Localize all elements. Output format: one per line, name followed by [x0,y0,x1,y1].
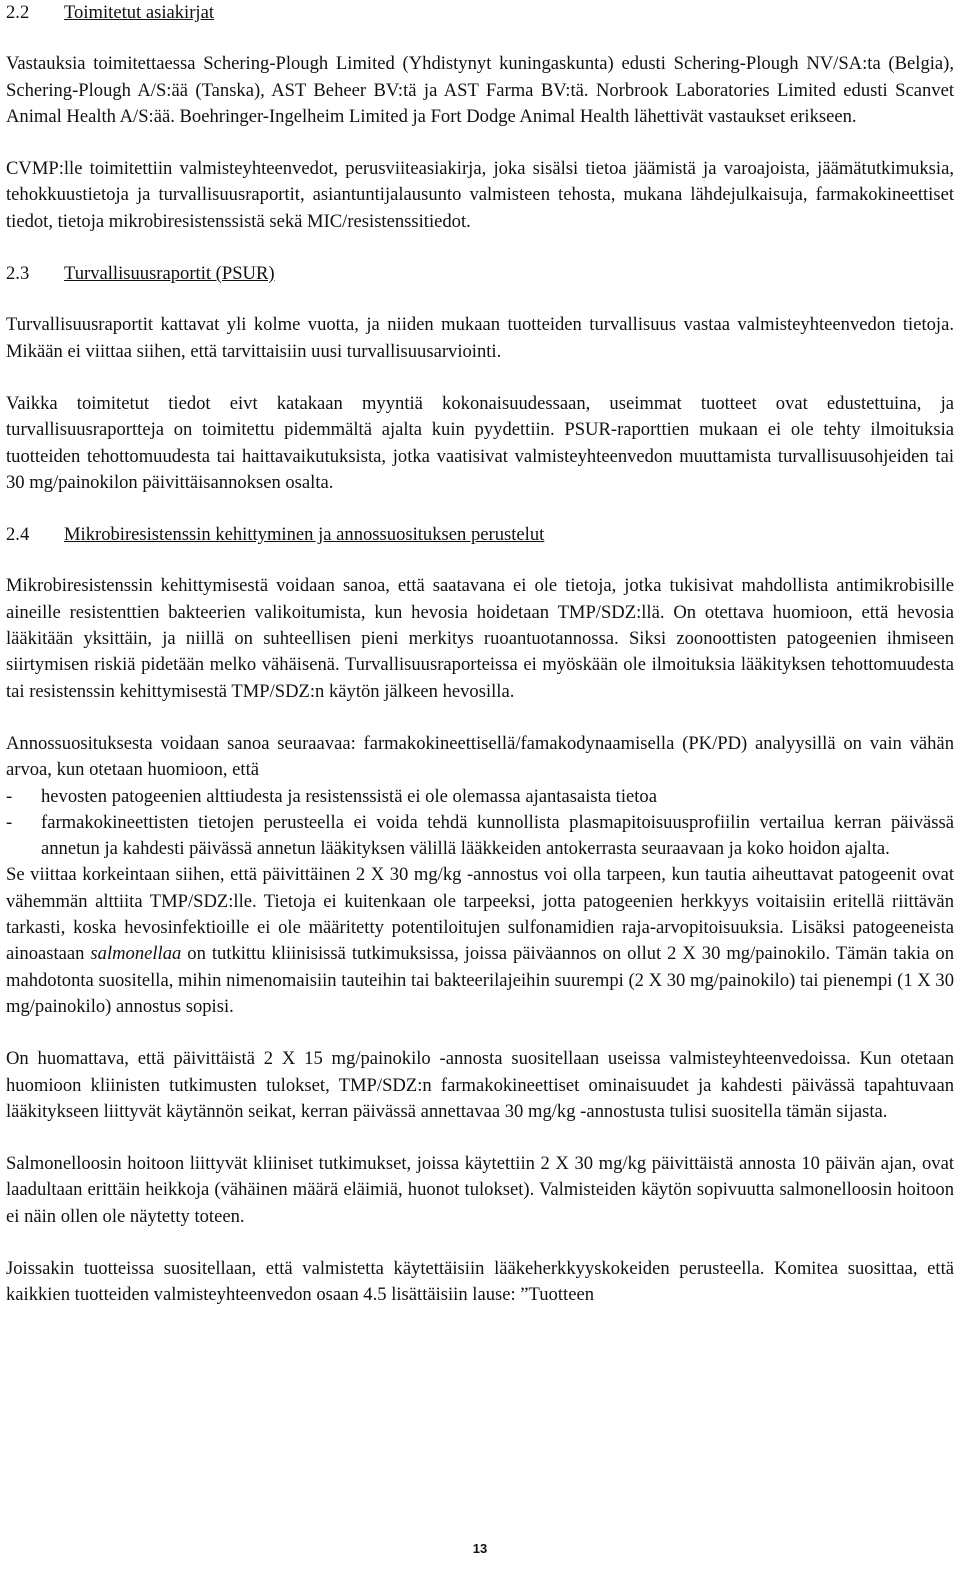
paragraph-text: Se viittaa korkeintaan siihen, että päivittäinen 2 X 30 mg/kg -annostus voi olla tarpeen, kun tautia aiheuttavat patogeenit ovat vähemmän alttiita TMP/SDZ:lle. Tietoja ei kuitenkaan ole tarpeeksi, jotta patogeenien herkkyys voitaisiin eritellä riittävän tarkasti, koska hevosinfektioille ei ole määritetty potentiloitujen sulfonamidien raja-arvopitoisuuksia. Lisäksi patogeeneista ainoastaan [6,864,954,965]
list-item [6,784,954,810]
section-heading-2-2 [6,0,954,26]
paragraph: Joissakin tuotteissa suositellaan, että valmistetta käytettäisiin lääkeherkkyyskokeiden perusteella. Komitea suosittaa, että kaikkien tuotteiden valmisteyhteenvedon osaan 4.5 lisättäisiin lause: ”Tuotteen [6,1257,954,1306]
list-item [6,810,954,863]
section-title: Mikrobiresistenssin kehittyminen ja annossuosituksen perustelut [64,524,545,546]
list-item-text: farmakokineettisten tietojen perusteella ei voida tehdä kunnollista plasmapitoisuusprofiilin vertailua kerran päivässä annetun ja kahdesti päivässä annetun lääkityksen välillä lääkkeiden antokerrasta seuraavaan ja koko hoidon ajalta. [41,811,954,860]
paragraph-text: on tutkittu kliinisissä tutkimuksissa, joissa päiväannos on ollut 2 X 30 mg/painokilo. Tämän takia on mahdotonta suositella, mihin nimenomaisiin tauteihin tai bakteerilajeihin suurempi (2 X 30 mg/painokilo) tai pienempi (1 X 30 mg/painokilo) annostus sopisi. [6,943,954,1017]
paragraph: CVMP:lle toimitettiin valmisteyhteenvedot, perusviiteasiakirja, joka sisälsi tietoa jäämistä ja varoajoista, jäämätutkimuksia, tehokkuustietoja ja turvallisuusraportit, asiantuntijalausunto valmisteen tehosta, mukana lähdejulkaisuja, farmakokineettiset tiedot, tietoja mikrobiresistenssistä sekä MIC/resistenssitiedot. [6,158,954,232]
section-heading-2-3 [6,261,954,287]
page-number: 13 [472,1541,488,1556]
paragraph: Vastauksia toimitettaessa Schering-Plough Limited (Yhdistynyt kuningaskunta) edusti Schering-Plough NV/SA:ta (Belgia), Schering-Plough A/S:ää (Tanska), AST Beheer BV:tä ja AST Farma BV:tä. Norbrook Laboratories Limited edusti Scanvet Animal Health A/S:ää. Boehringer-Ingelheim Limited ja Fort Dodge Animal Health lähettivät vastaukset erikseen. [6,53,954,127]
paragraph [6,862,954,1020]
section-title: Toimitetut asiakirjat [64,2,214,23]
paragraph: Annossuosituksesta voidaan sanoa seuraavaa: farmakokineettisellä/famakodynaamisella (PK/PD) analyysillä on vain vähän arvoa, kun otetaan huomioon, että [6,732,954,781]
section-number: 2.4 [6,524,30,546]
italic-term: salmonellaa [90,943,182,965]
bullet-list [6,784,954,863]
list-item-text: hevosten patogeenien alttiudesta ja resistenssistä ei ole olemassa ajantasaista tietoa [41,785,657,807]
paragraph: Salmonelloosin hoitoon liittyvät kliiniset tutkimukset, joissa käytettiin 2 X 30 mg/kg päivittäistä annosta 10 päivän ajan, ovat laadultaan erittäin heikkoja (vähäinen määrä eläimiä, huonot tulokset). Valmisteiden käytön sopivuutta salmonelloosin hoitoon ei näin ollen ole näytetty toteen. [6,1153,954,1227]
paragraph: Turvallisuusraportit kattavat yli kolme vuotta, ja niiden mukaan tuotteiden turvallisuus vastaa valmisteyhteenvedon tietoja. Mikään ei viittaa siihen, että tarvittaisiin uusi turvallisuusarviointi. [6,314,954,362]
section-number: 2.3 [6,263,30,285]
section-title: Turvallisuusraportit (PSUR) [64,263,275,285]
paragraph: Mikrobiresistenssin kehittymisestä voidaan sanoa, että saatavana ei ole tietoja, jotka tukisivat mahdollista antimikrobisille aineille resistenttien bakteerien valikoitumista, kun hevosia hoidetaan TMP/SDZ:llä. On otettava huomioon, että hevosia lääkitään yksittäin, ja niillä on suhteellisen pieni merkitys ruoantuotannossa. Siksi zoonoottisten patogeenien ihmiseen siirtymisen riskiä pidetään melko vähäisenä. Turvallisuusraporteissa ei myöskään ole ilmoituksia lääkityksen tehottomuudesta tai resistenssin kehittymisestä TMP/SDZ:n käytön jälkeen hevosilla. [6,575,954,702]
paragraph: On huomattava, että päivittäistä 2 X 15 mg/painokilo -annosta suositellaan useissa valmisteyhteenvedoissa. Kun otetaan huomioon kliinisten tutkimusten tulokset, TMP/SDZ:n farmakokineettiset ominaisuudet ja kahdesti päivässä tapahtuvaan lääkitykseen liittyvät käytännön seikat, kerran päivässä annettavaa 30 mg/kg -annostusta tulisi suositella tämän sijasta. [6,1048,954,1122]
section-heading-2-4 [6,522,954,548]
document-page [6,0,954,1309]
section-number: 2.2 [6,2,30,23]
dash-marker: - [6,785,13,807]
paragraph: Vaikka toimitetut tiedot eivt katakaan myyntiä kokonaisuudessaan, useimmat tuotteet ovat edustettuina, ja turvallisuusraportteja on toimitettu pidemmältä ajalta kuin pyydettiin. PSUR-raporttien mukaan ei ole tehty ilmoituksia tuotteiden tehottomuudesta tai haittavaikutuksista, jotka vaatisivat valmisteyhteenvedon muuttamista turvallisuusohjeiden tai 30 mg/painokilon päivittäisannoksen osalta. [6,392,954,493]
dash-marker: - [6,811,13,833]
